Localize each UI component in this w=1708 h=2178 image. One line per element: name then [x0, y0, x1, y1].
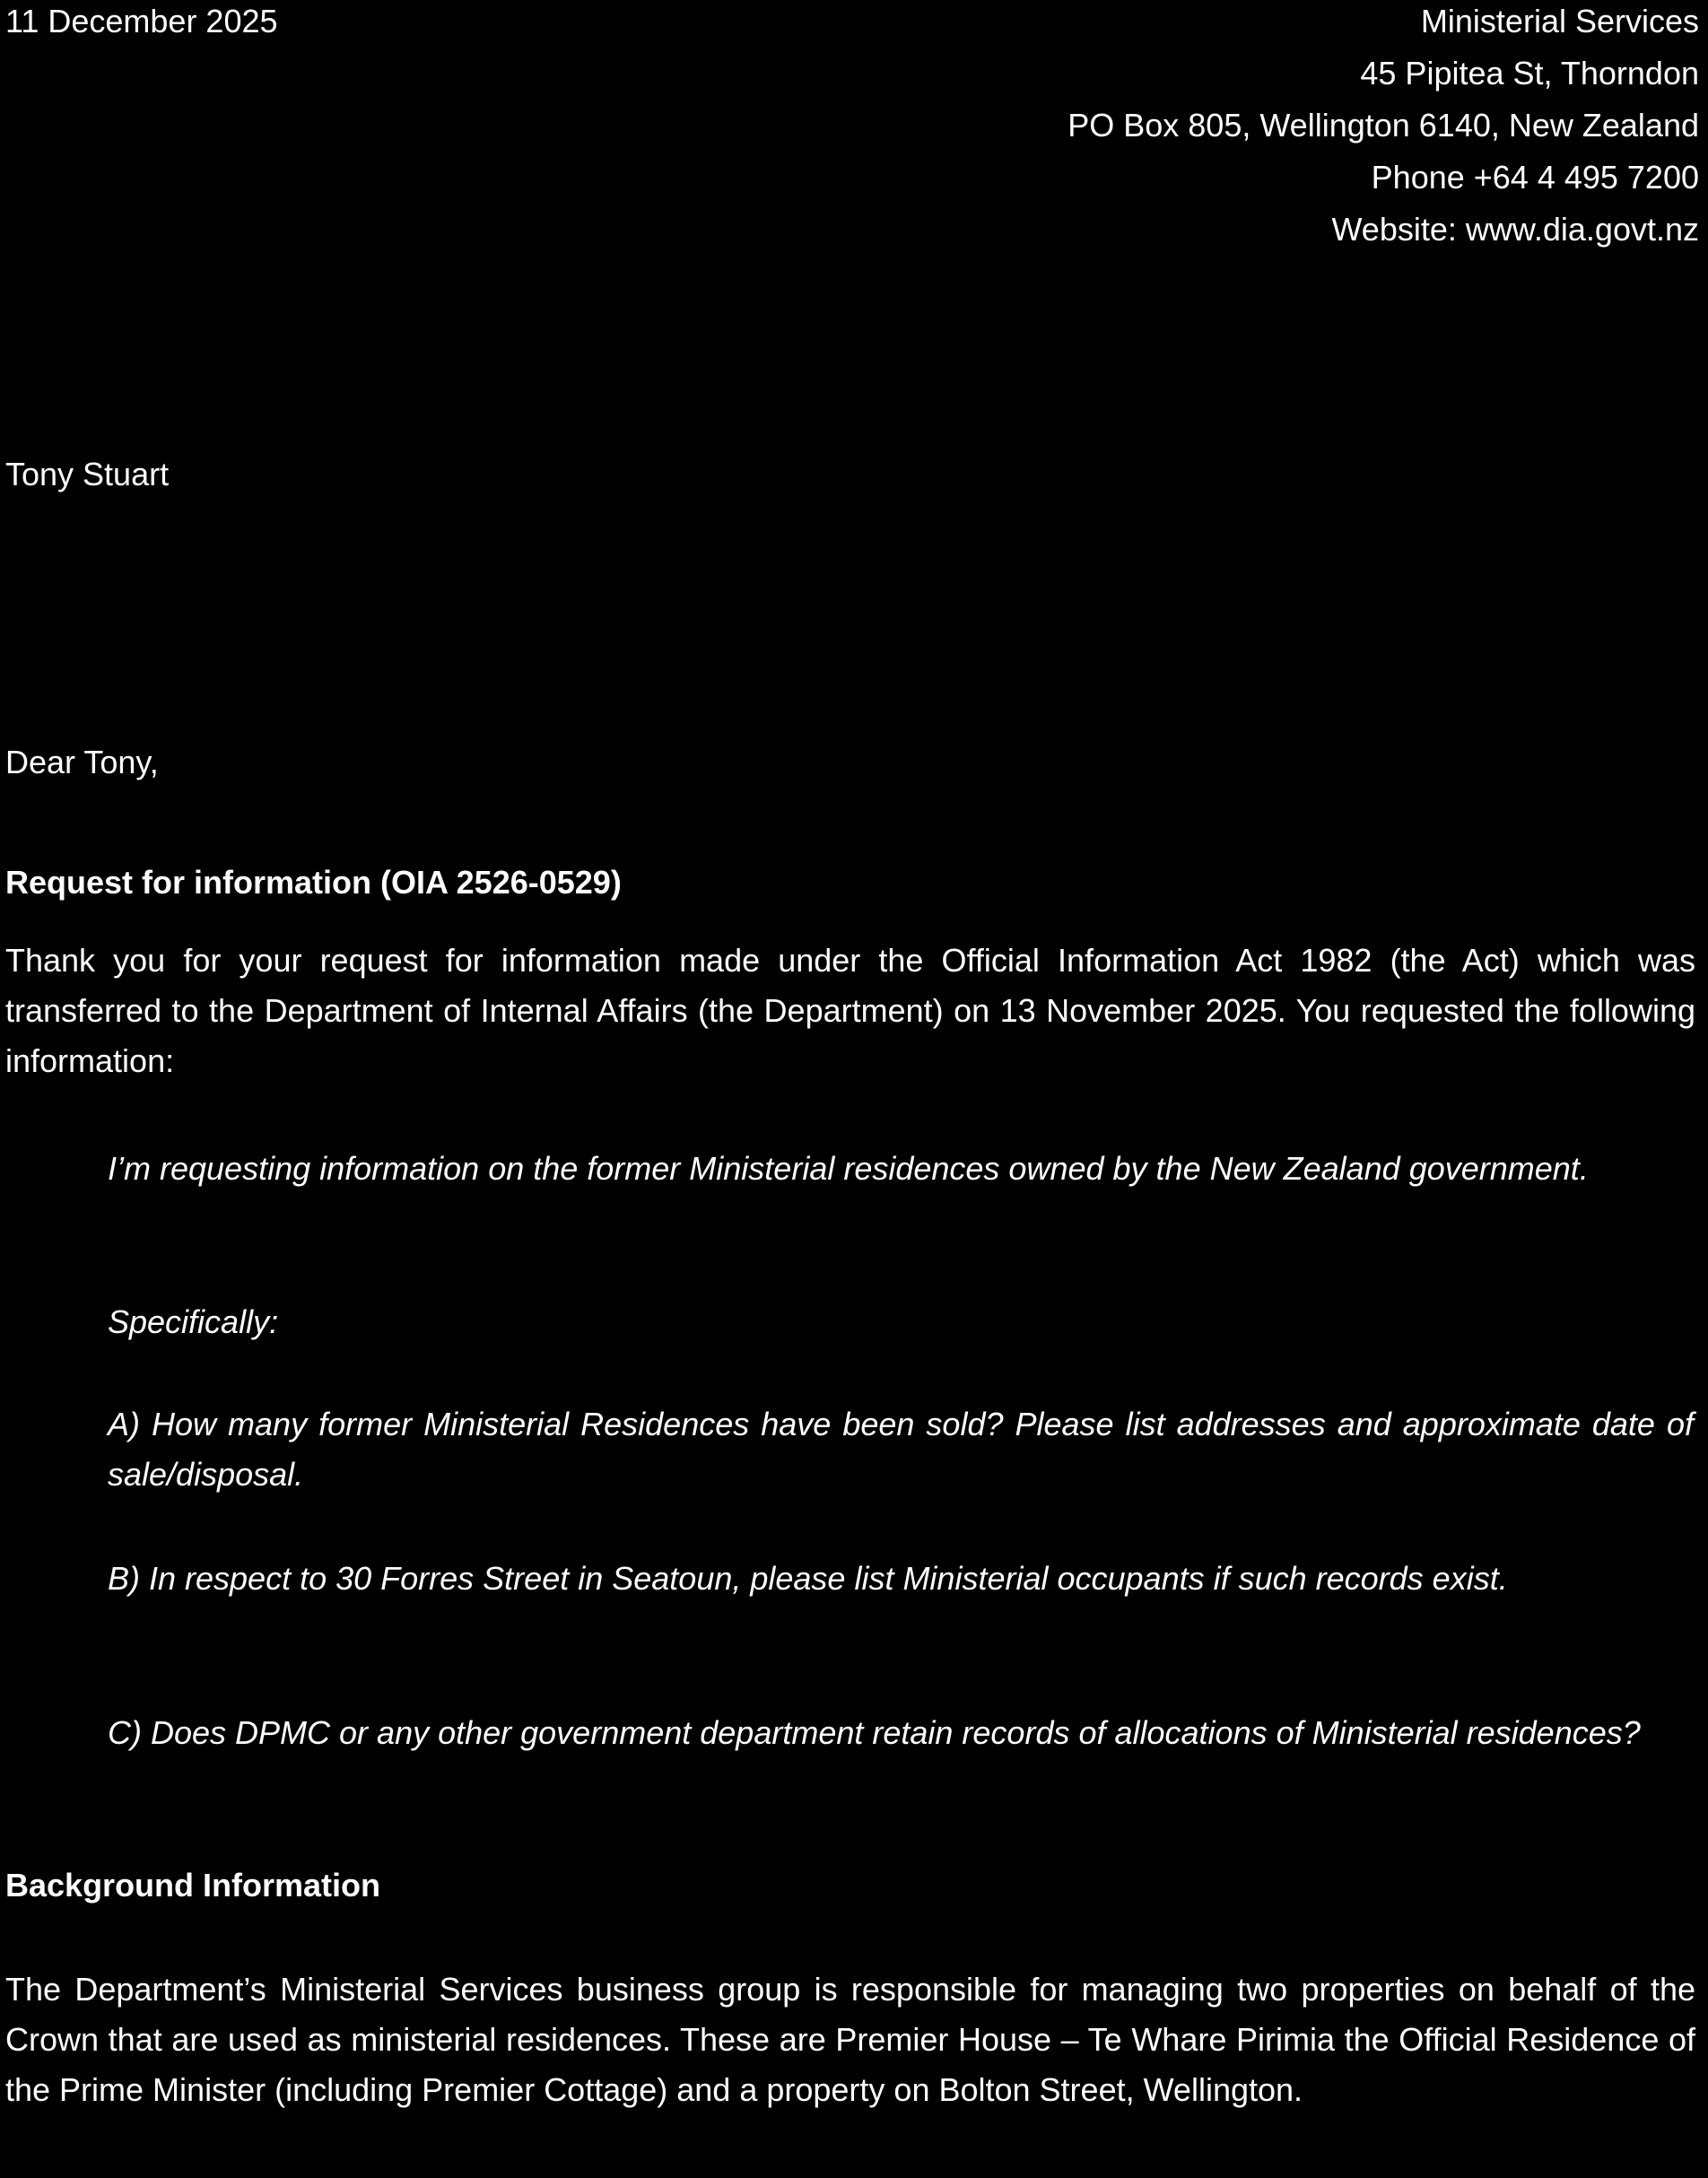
request-item-b: B) In respect to 30 Forres Street in Seatoun, please list Ministerial occupants if such records exist.: [108, 1560, 1508, 1597]
subject-heading: Request for information (OIA 2526-0529): [5, 864, 622, 901]
salutation: Dear Tony,: [5, 744, 159, 780]
sender-name: Ministerial Services: [1420, 3, 1699, 39]
recipient-name: Tony Stuart: [5, 456, 170, 492]
request-opening: I’m requesting information on the former Ministerial residences owned by the New Zealand government.: [108, 1150, 1589, 1187]
sender-street: 45 Pipitea St, Thorndon: [1360, 55, 1699, 91]
intro-paragraph: Thank you for your request for information made under the Official Information Act 1982 (the Act) which was transferred to the Department of Internal Affairs (the Department) on 13 November 2025. You requested the following information:: [5, 942, 1695, 1079]
background-paragraph: The Department’s Ministerial Services business group is responsible for managing two properties on behalf of the Crown that are used as ministerial residences. These are Premier House – Te Whare Pirimia the Official Residence of the Prime Minister (including Premier Cottage) and a property on Bolton Street, Wellington.: [5, 1971, 1695, 2108]
request-item-c: C) Does DPMC or any other government department retain records of allocations of Ministerial residences?: [108, 1714, 1641, 1751]
background-heading: Background Information: [5, 1867, 381, 1904]
letter-date: 11 December 2025: [5, 3, 278, 39]
sender-address-block: [1068, 0, 1699, 260]
sender-po-box: PO Box 805, Wellington 6140, New Zealand: [1068, 107, 1699, 144]
request-item-a: A) How many former Ministerial Residences have been sold? Please list addresses and approximate date of sale/disposal.: [108, 1406, 1694, 1493]
sender-website: Website: www.dia.govt.nz: [1331, 211, 1699, 248]
sender-phone: Phone +64 4 495 7200: [1371, 159, 1699, 196]
request-specifically: Specifically:: [108, 1303, 279, 1340]
